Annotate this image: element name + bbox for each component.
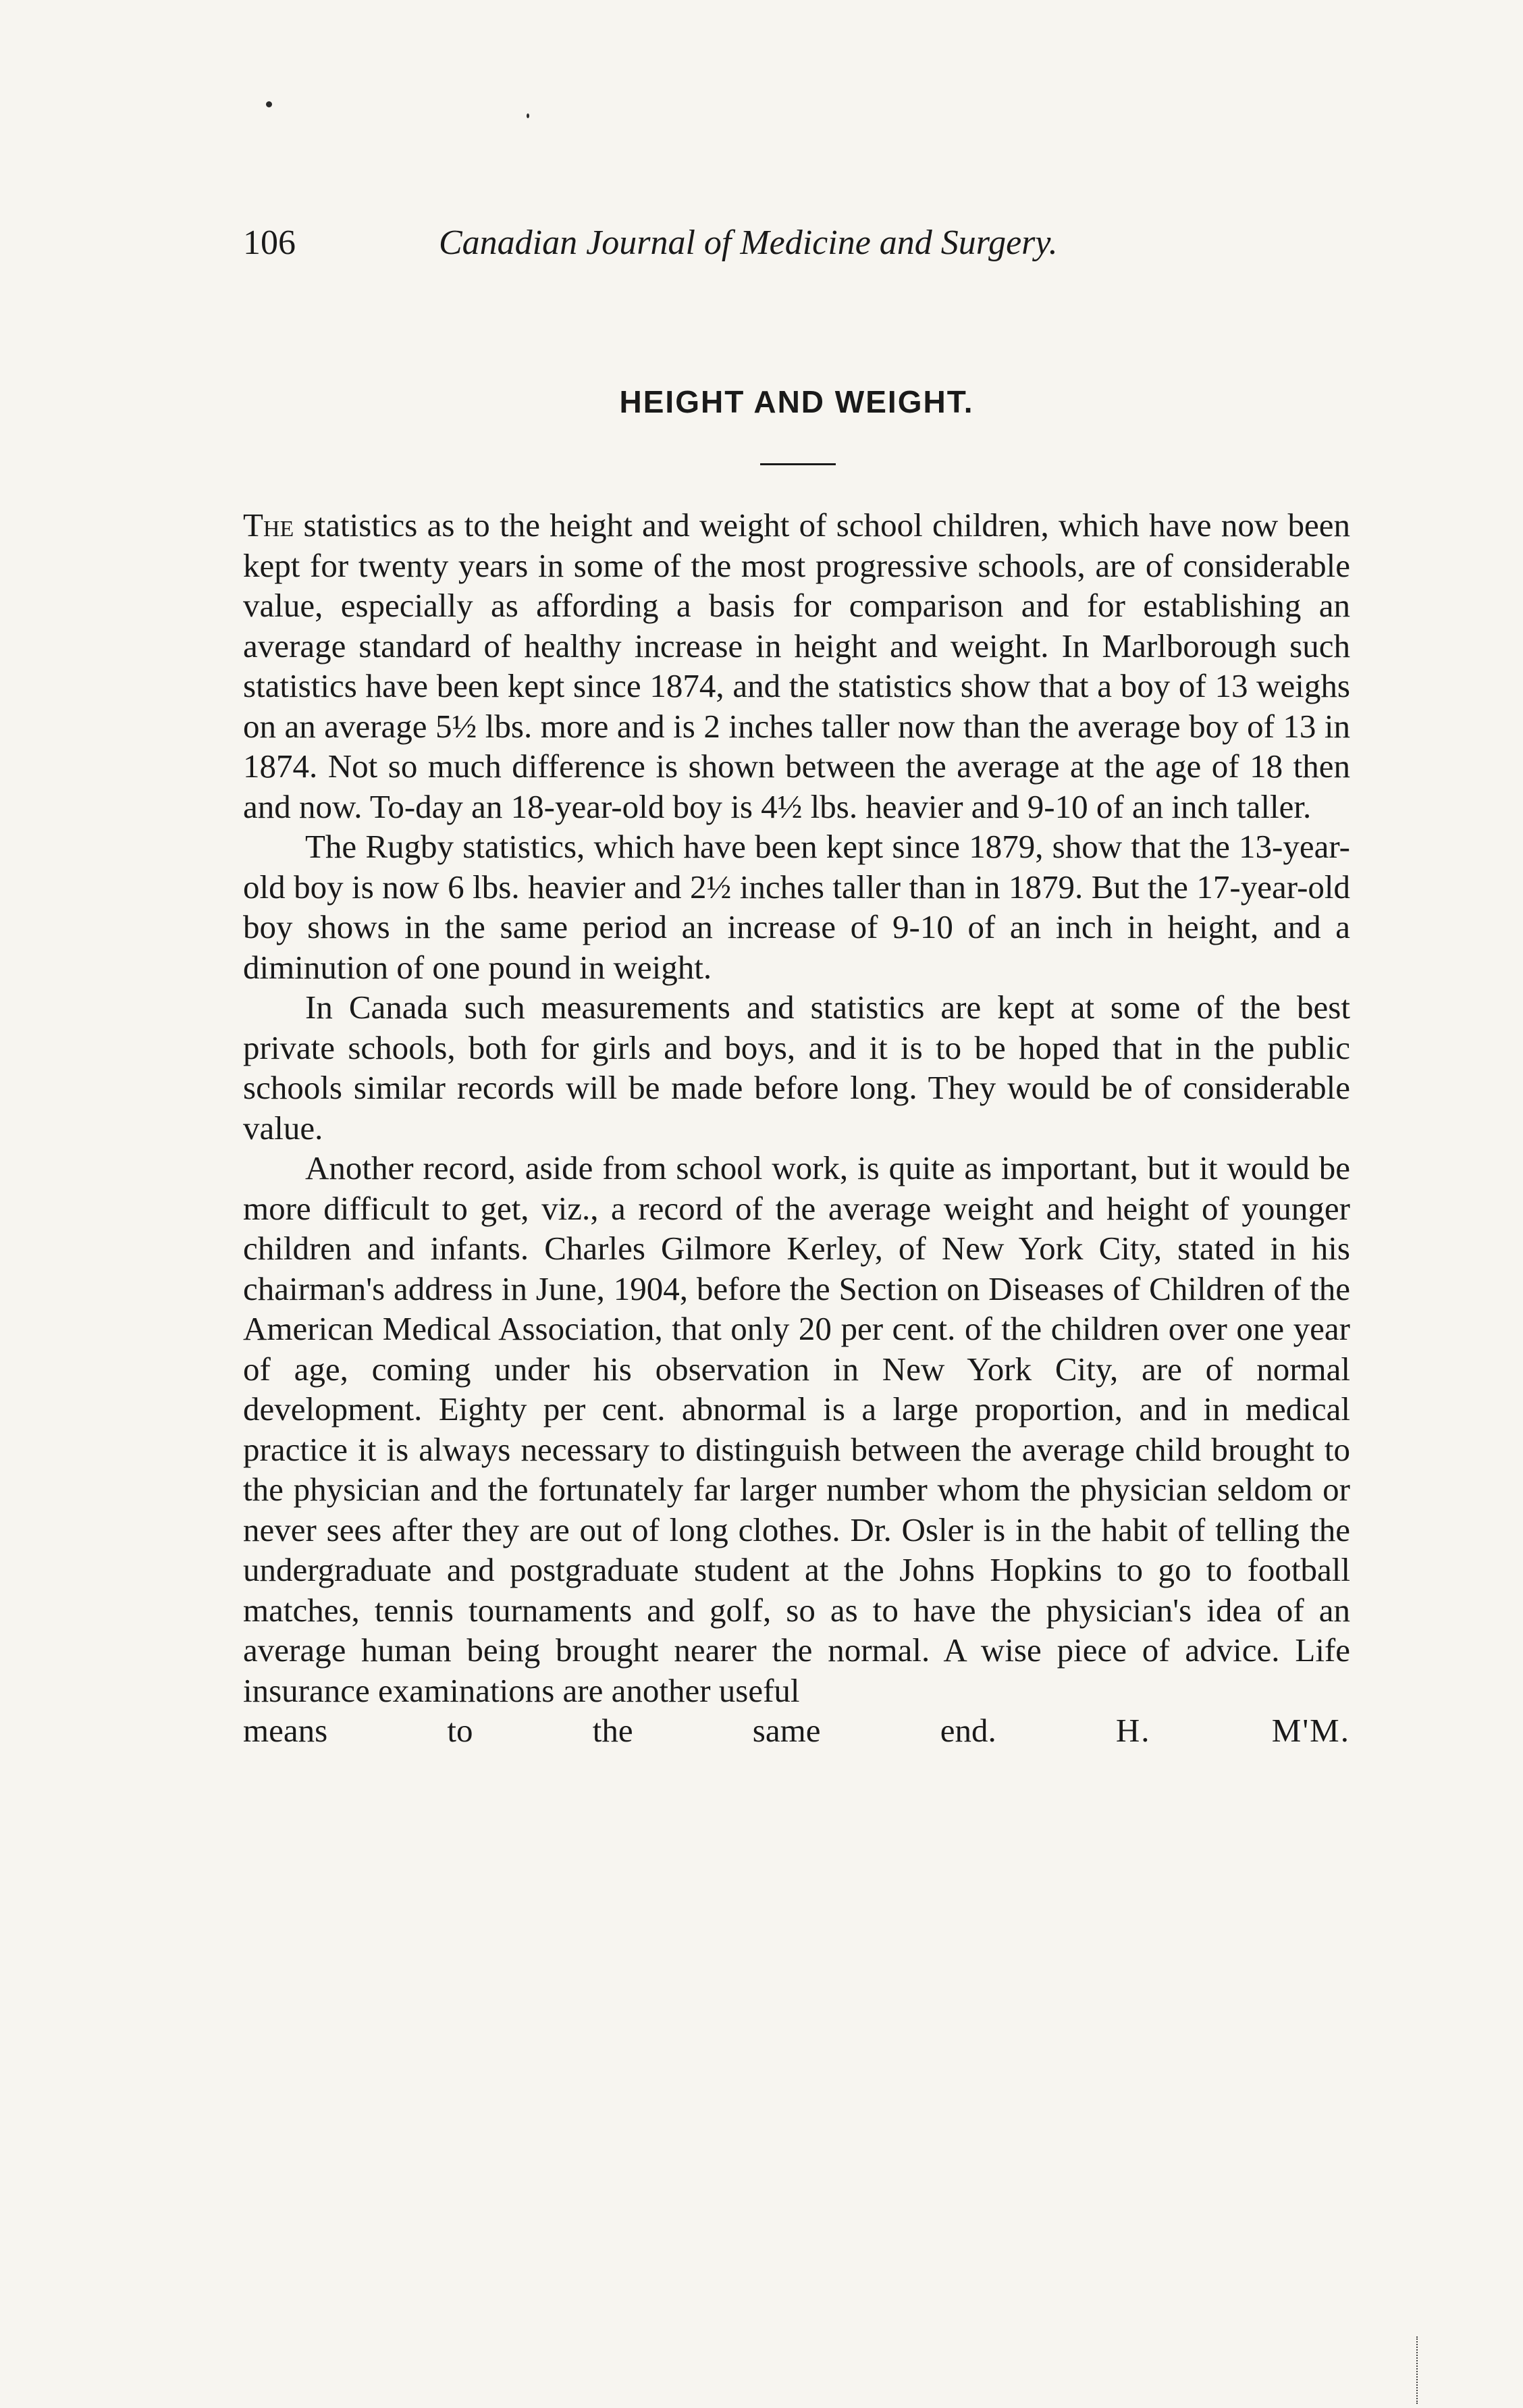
paragraph-text: statistics as to the height and weight of school children, which have now been kept for twenty years in some of the most progressive schools, are of considerable value, especially as affording a basis for comparison and for establishing an average standard of healthy increase in height and weight. In Marlborough such statistics have been kept since 1874, and the statistics show that a boy of 13 weighs on an average 5½ lbs. more and is 2 inches taller now than the average boy of 13 in 1874. Not so much difference is shown between the average at the age of 18 then and now. To-day an 18-year-old boy is 4½ lbs. heavier and 9-10 of an inch taller. bbox=[243, 506, 1350, 825]
paragraph-lead-word: The bbox=[243, 506, 294, 544]
article-title: HEIGHT AND WEIGHT. bbox=[619, 384, 974, 419]
journal-title: Canadian Journal of Medicine and Surgery. bbox=[439, 224, 1058, 262]
article-body bbox=[243, 505, 1350, 1751]
page-number: 106 bbox=[243, 224, 296, 262]
paragraph-younger-children: Another record, aside from school work, is quite as important, but it would be more difficult to get, viz., a record of the average weight and height of younger children and infants. Charles Gilmore Kerley, of New York City, stated in his chairman's address in June, 1904, before the Section on Diseases of Children of the American Medical Association, that only 20 per cent. of the children over one year of age, coming under his observation in New York City, are of normal development. Eighty per cent. abnormal is a large proportion, and in medical practice it is always necessary to distinguish between the average child brought to the physician and the fortunately far larger number whom the physician seldom or never sees after they are out of long clothes. Dr. Osler is in the habit of telling the undergraduate and postgraduate student at the Johns Hopkins to go to football matches, tennis tournaments and golf, so as to have the physician's idea of an average human being brought nearer the normal. A wise piece of advice. Life insurance examinations are another useful bbox=[243, 1149, 1350, 1709]
page-edge-marks bbox=[1416, 2336, 1420, 2404]
ink-speck bbox=[266, 101, 272, 107]
paragraph-marlborough bbox=[243, 505, 1350, 827]
running-head bbox=[243, 223, 1350, 277]
title-rule bbox=[760, 463, 836, 465]
paragraph-rugby: The Rugby statistics, which have been kept since 1879, show that the 13-year-old boy is now 6 lbs. heavier and 2½ inches taller than in 1879. But the 17-year-old boy shows in the same period an increase of 9-10 of an inch in height, and a diminution of one pound in weight. bbox=[243, 828, 1350, 986]
paragraph-canada: In Canada such measurements and statistics are kept at some of the best private schools, both for girls and boys, and it is to be hoped that in the public schools similar records will be made before long. They would be of considerable value. bbox=[243, 989, 1350, 1147]
closing-line bbox=[243, 1710, 1350, 1751]
author-signature: H. M'M. bbox=[1115, 1712, 1350, 1749]
closing-text: means to the same end. bbox=[243, 1712, 996, 1749]
ink-speck bbox=[527, 113, 529, 118]
